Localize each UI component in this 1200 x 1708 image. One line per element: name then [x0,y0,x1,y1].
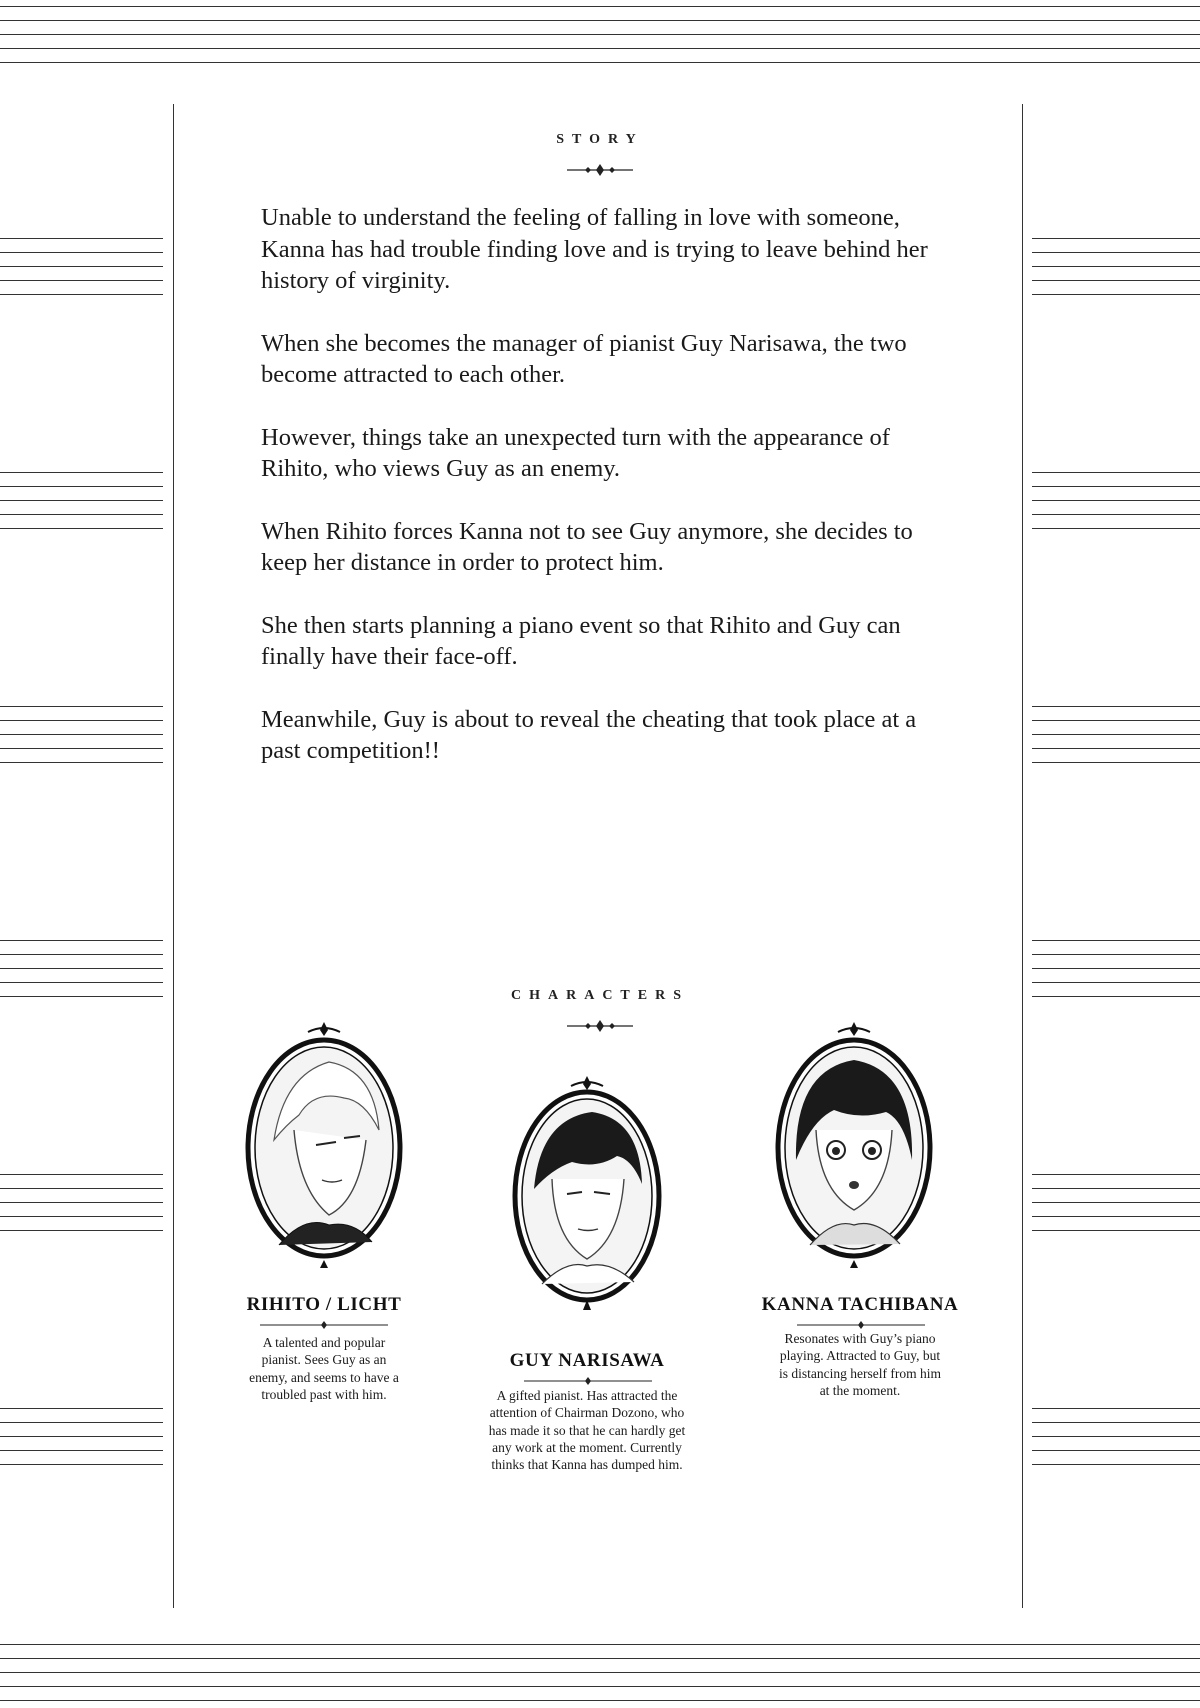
name-divider [522,1376,654,1386]
story-paragraph: Unable to understand the feeling of falling in love with someone, Kanna has had trouble finding love and is trying to leave behind her history of virginity. [261,204,928,294]
story-paragraph: Meanwhile, Guy is about to reveal the cheating that took place at a past competition!! [261,705,917,764]
characters-heading: CHARACTERS [510,988,689,1003]
left-margin-line [173,104,174,1608]
side-staff [0,472,163,532]
character-name-guy: GUY NARISAWA [509,1350,665,1371]
side-staff [1032,1174,1200,1234]
side-staff [1032,238,1200,298]
top-staff [0,6,1200,66]
right-margin-line [1022,104,1023,1608]
side-staff [0,1174,163,1234]
name-divider [795,1320,927,1330]
character-name-rihito: RIHITO / LICHT [246,1294,402,1315]
bottom-staff [0,1644,1200,1704]
side-staff [1032,1408,1200,1468]
side-staff [1032,472,1200,532]
kanna-portrait [774,1020,934,1270]
side-staff [0,238,163,298]
story-ornament [0,163,1200,177]
side-staff [0,1408,163,1468]
character-description-rihito: A talented and popular pianist. Sees Guy as an enemy, and seems to have a troubled past with him. [249,1335,399,1402]
character-description-guy: A gifted pianist. Has attracted the attention of Chairman Dozono, who has made it so that he can hardly get any work at the moment. Currently thinks that Kanna has dumped him. [488,1388,686,1473]
story-paragraph: When Rihito forces Kanna not to see Guy anymore, she decides to keep her distance in order to protect him. [261,517,913,576]
guy-portrait [512,1074,662,1314]
story-heading: STORY [556,132,644,147]
story-paragraph: She then starts planning a piano event so that Rihito and Guy can finally have their face-off. [261,611,901,670]
side-staff [0,706,163,766]
character-name-kanna: KANNA TACHIBANA [761,1294,959,1315]
character-description-kanna: Resonates with Guy’s piano playing. Attracted to Guy, but is distancing herself from him at the moment. [779,1331,941,1398]
characters-ornament [0,1019,1200,1033]
side-staff [1032,706,1200,766]
name-divider [258,1320,390,1330]
story-paragraph: However, things take an unexpected turn with the appearance of Rihito, who views Guy as an enemy. [261,423,890,482]
story-text [261,202,961,798]
rihito-portrait [244,1020,404,1270]
story-paragraph: When she becomes the manager of pianist Guy Narisawa, the two become attracted to each other. [261,329,907,388]
